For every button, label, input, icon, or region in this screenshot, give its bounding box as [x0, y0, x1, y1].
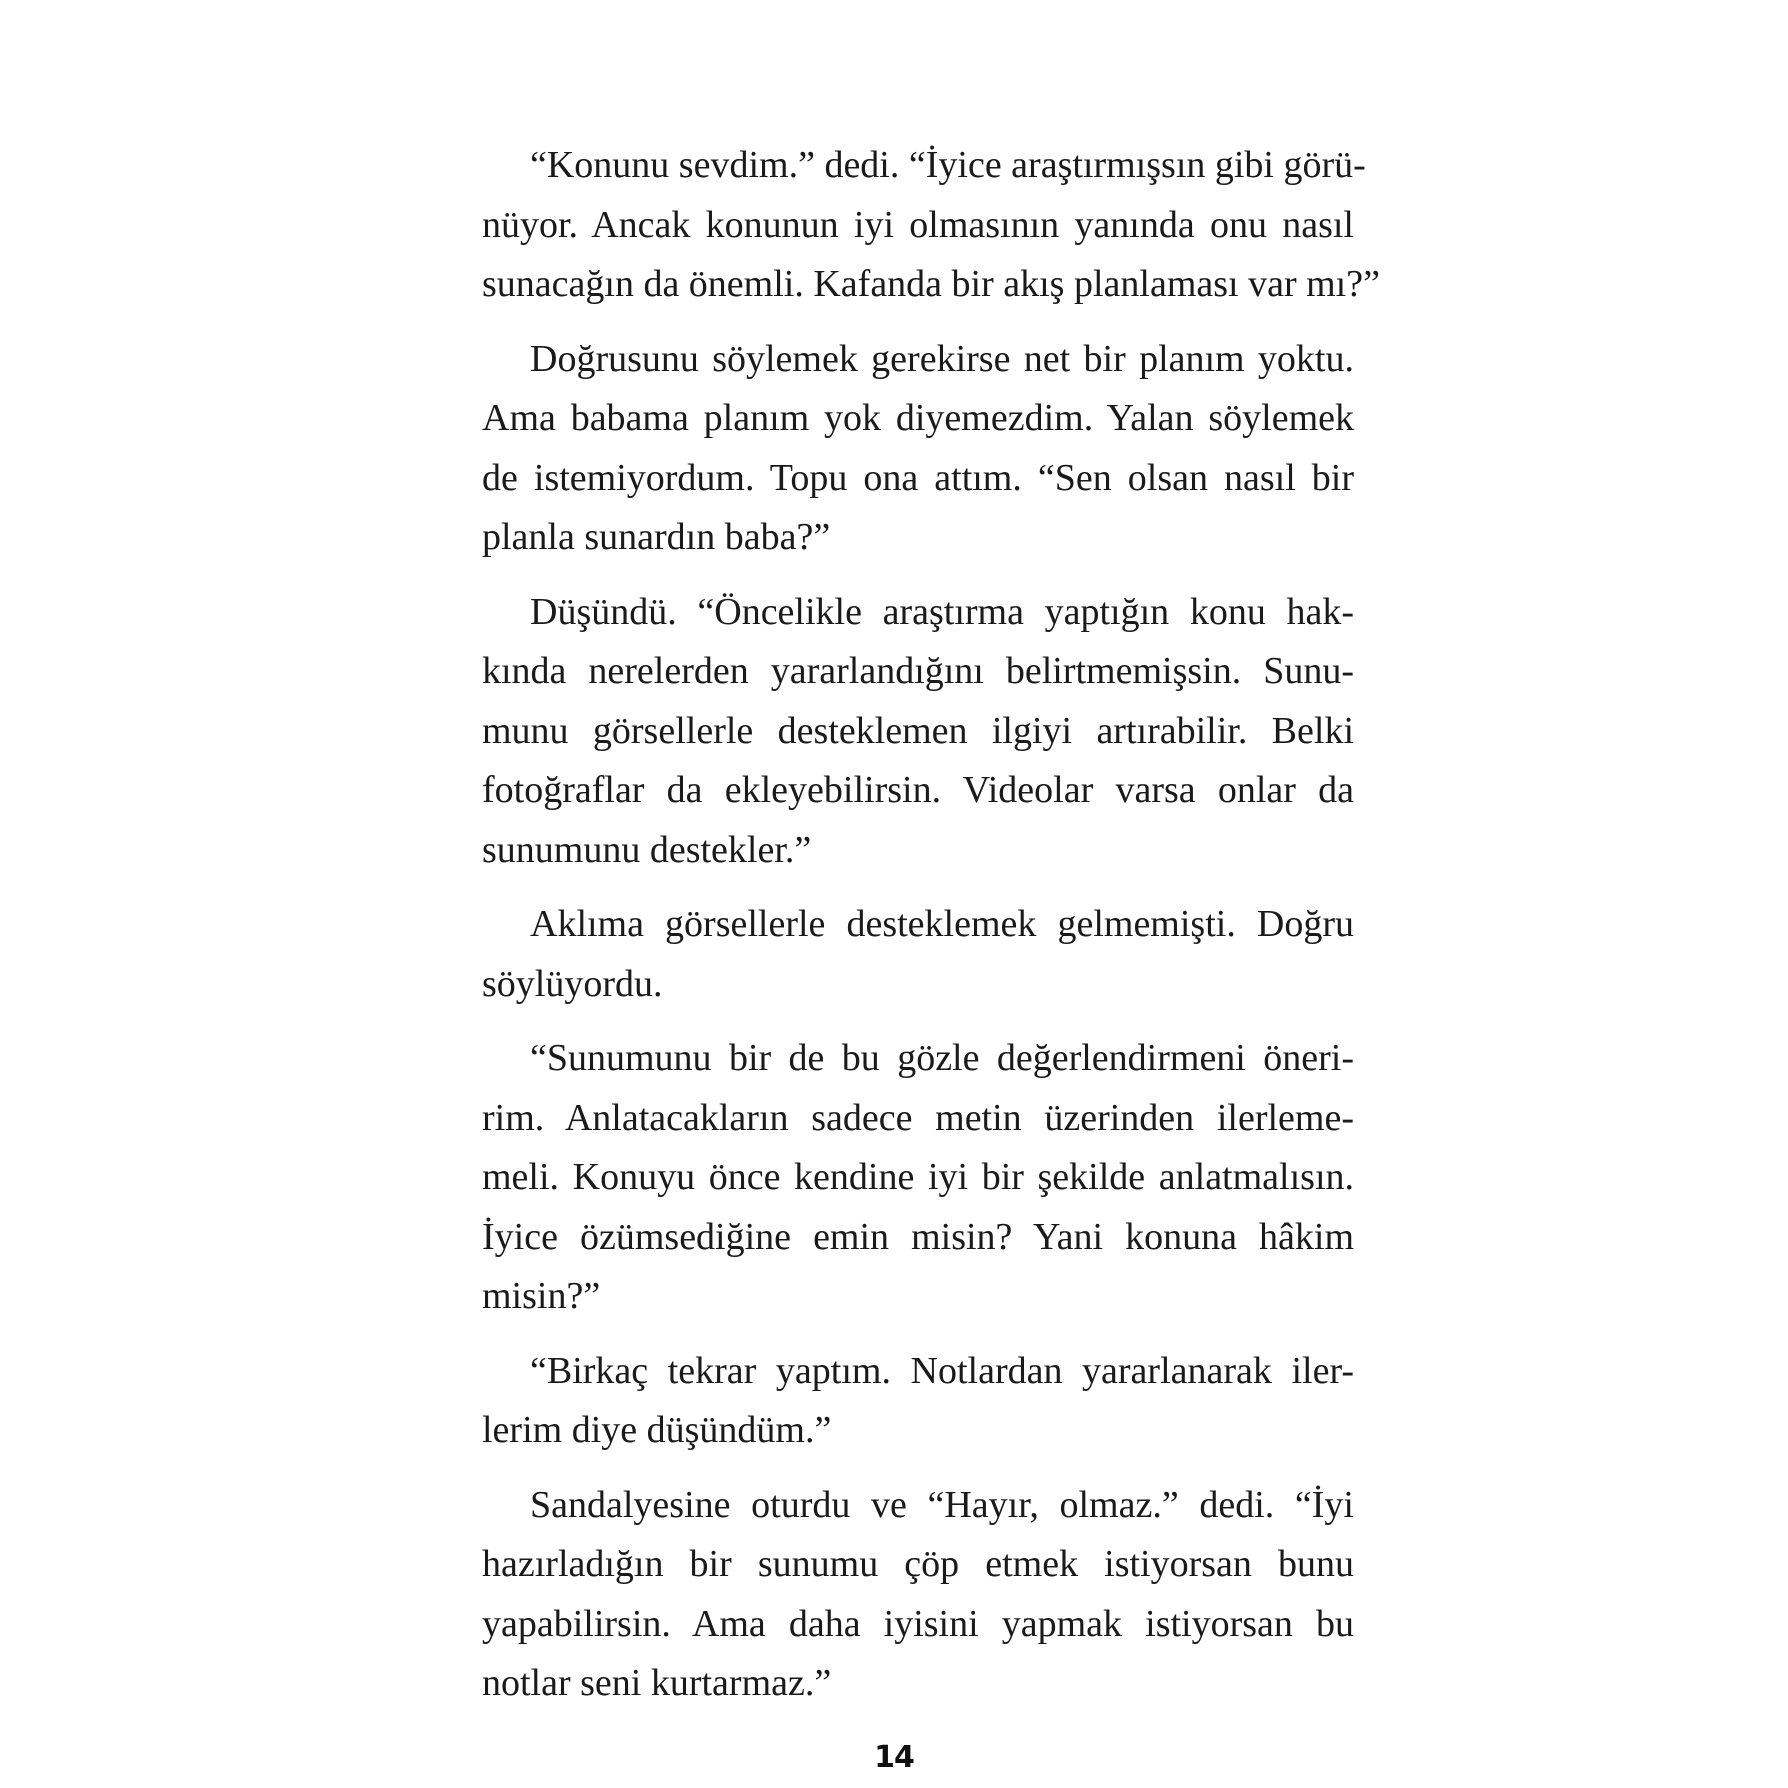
paragraph	[482, 1029, 1354, 1327]
text-line: lerim diye düşündüm.”	[482, 1409, 832, 1451]
text-line: sunumunu destekler.”	[482, 828, 812, 871]
paragraph	[482, 583, 1354, 881]
text-line: nüyor. Ancak konunun iyi olmasının yanında onu nasıl	[482, 203, 1354, 246]
text-line: “Birkaç tekrar yaptım. Notlardan yararlanarak iler-	[530, 1349, 1354, 1392]
text-line: İyice özümsediğine emin misin? Yani konuna hâkim	[482, 1215, 1354, 1258]
text-line: misin?”	[482, 1275, 601, 1317]
paragraph	[482, 1476, 1354, 1714]
text-line: kında nerelerden yararlandığını belirtmemişsin. Sunu-	[482, 650, 1354, 692]
paragraph	[482, 1342, 1354, 1461]
text-line: söylüyordu.	[482, 962, 663, 1005]
paragraph	[482, 895, 1354, 1014]
text-line: sunacağın da önemli. Kafanda bir akış planlaması var mı?”	[482, 263, 1380, 305]
paragraph	[482, 330, 1354, 568]
text-line: notlar seni kurtarmaz.”	[482, 1662, 832, 1704]
paragraph	[482, 136, 1380, 315]
text-line: Sandalyesine oturdu ve “Hayır, olmaz.” dedi. “İyi	[530, 1483, 1354, 1526]
text-line: Düşündü. “Öncelikle araştırma yaptığın konu hak-	[530, 590, 1354, 633]
page-number: 14	[874, 1740, 914, 1775]
text-line: munu görsellerle desteklemen ilgiyi artırabilir. Belki	[482, 709, 1354, 752]
text-line: meli. Konuyu önce kendine iyi bir şekilde anlatmalısın.	[482, 1156, 1354, 1198]
text-line: Aklıma görsellerle desteklemek gelmemişti. Doğru	[530, 903, 1354, 945]
text-line: de istemiyordum. Topu ona attım. “Sen olsan nasıl bir	[482, 456, 1354, 499]
text-line: fotoğraflar da ekleyebilirsin. Videolar varsa onlar da	[482, 769, 1354, 811]
text-line: yapabilirsin. Ama daha iyisini yapmak istiyorsan bu	[482, 1602, 1354, 1645]
text-line: “Konunu sevdim.” dedi. “İyice araştırmışsın gibi görü-	[530, 144, 1366, 186]
body-text	[482, 136, 1380, 1729]
text-line: “Sunumunu bir de bu gözle değerlendirmeni öneri-	[530, 1037, 1354, 1079]
text-line: rim. Anlatacakların sadece metin üzerinden ilerleme-	[482, 1096, 1354, 1139]
text-line: hazırladığın bir sunumu çöp etmek istiyorsan bunu	[482, 1543, 1354, 1585]
text-line: Ama babama planım yok diyemezdim. Yalan söylemek	[482, 397, 1354, 439]
text-line: Doğrusunu söylemek gerekirse net bir planım yoktu.	[530, 337, 1354, 380]
text-line: planla sunardın baba?”	[482, 516, 831, 558]
